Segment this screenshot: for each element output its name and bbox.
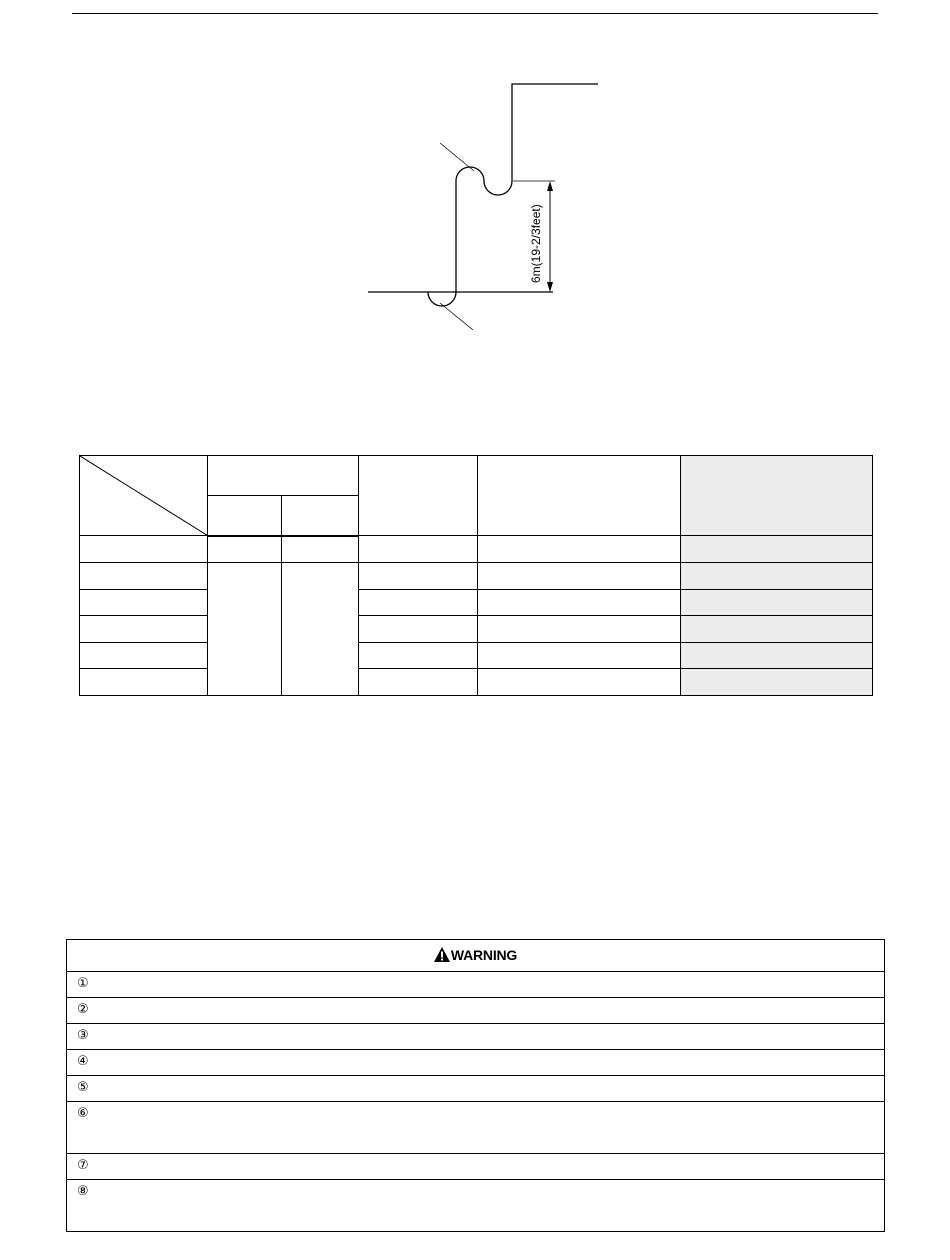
item-number: ③ [77,1028,89,1043]
table-cell [359,616,478,643]
warning-table [66,939,885,1232]
warning-item-5 [67,1076,885,1102]
header-sub-cell-1 [208,495,282,535]
height-label: 6m(19-2/3feet) [529,204,543,283]
merged-cell [208,563,282,696]
table-cell [681,536,873,563]
piping-height-diagram [360,75,620,340]
table-cell [80,563,208,590]
table-cell [478,669,681,696]
item-number: ② [77,1002,89,1017]
top-rule [72,13,878,14]
item-number: ⑤ [77,1080,89,1095]
table-cell [681,669,873,696]
warning-item-1 [67,972,885,998]
table-cell [80,669,208,696]
table-cell [359,563,478,590]
upper-trap [456,167,512,195]
table-cell [359,589,478,616]
header-cell-5 [681,456,873,536]
table-cell [359,536,478,563]
warning-item-7 [67,1154,885,1180]
warning-title: WARNING [450,946,518,963]
header-cell-3 [359,456,478,536]
warning-item-6 [67,1102,885,1154]
header-group-cell [208,456,359,496]
table-cell [282,536,359,563]
item-number: ① [77,976,89,991]
spec-table [79,455,873,696]
table-cell [478,589,681,616]
table-cell [478,642,681,669]
lower-trap [428,292,456,306]
lower-leader-line [440,303,473,330]
table-cell [80,616,208,643]
item-number: ④ [77,1054,89,1069]
warning-item-8 [67,1180,885,1232]
table-cell [478,536,681,563]
table-cell [80,536,208,563]
header-sub-cell-2 [282,495,359,535]
upper-pipe [512,84,598,181]
table-cell [80,642,208,669]
merged-cell [282,563,359,696]
upper-leader-line [440,143,474,171]
warning-item-3 [67,1024,885,1050]
warning-item-2 [67,998,885,1024]
dim-arrow-top [547,181,553,191]
dim-arrow-bottom [547,282,553,292]
table-cell [681,616,873,643]
table-cell [681,642,873,669]
table-cell [681,589,873,616]
corner-header-cell [80,456,208,536]
header-cell-4 [478,456,681,536]
warning-item-4 [67,1050,885,1076]
item-number: ⑦ [77,1158,89,1173]
warning-triangle-icon [434,947,450,965]
table-cell [359,669,478,696]
table-cell [80,589,208,616]
item-number: ⑥ [77,1106,89,1121]
table-cell [478,563,681,590]
warning-header [67,940,885,972]
item-number: ⑧ [77,1184,89,1199]
table-cell [478,616,681,643]
table-cell [208,536,282,563]
table-cell [359,642,478,669]
table-cell [681,563,873,590]
